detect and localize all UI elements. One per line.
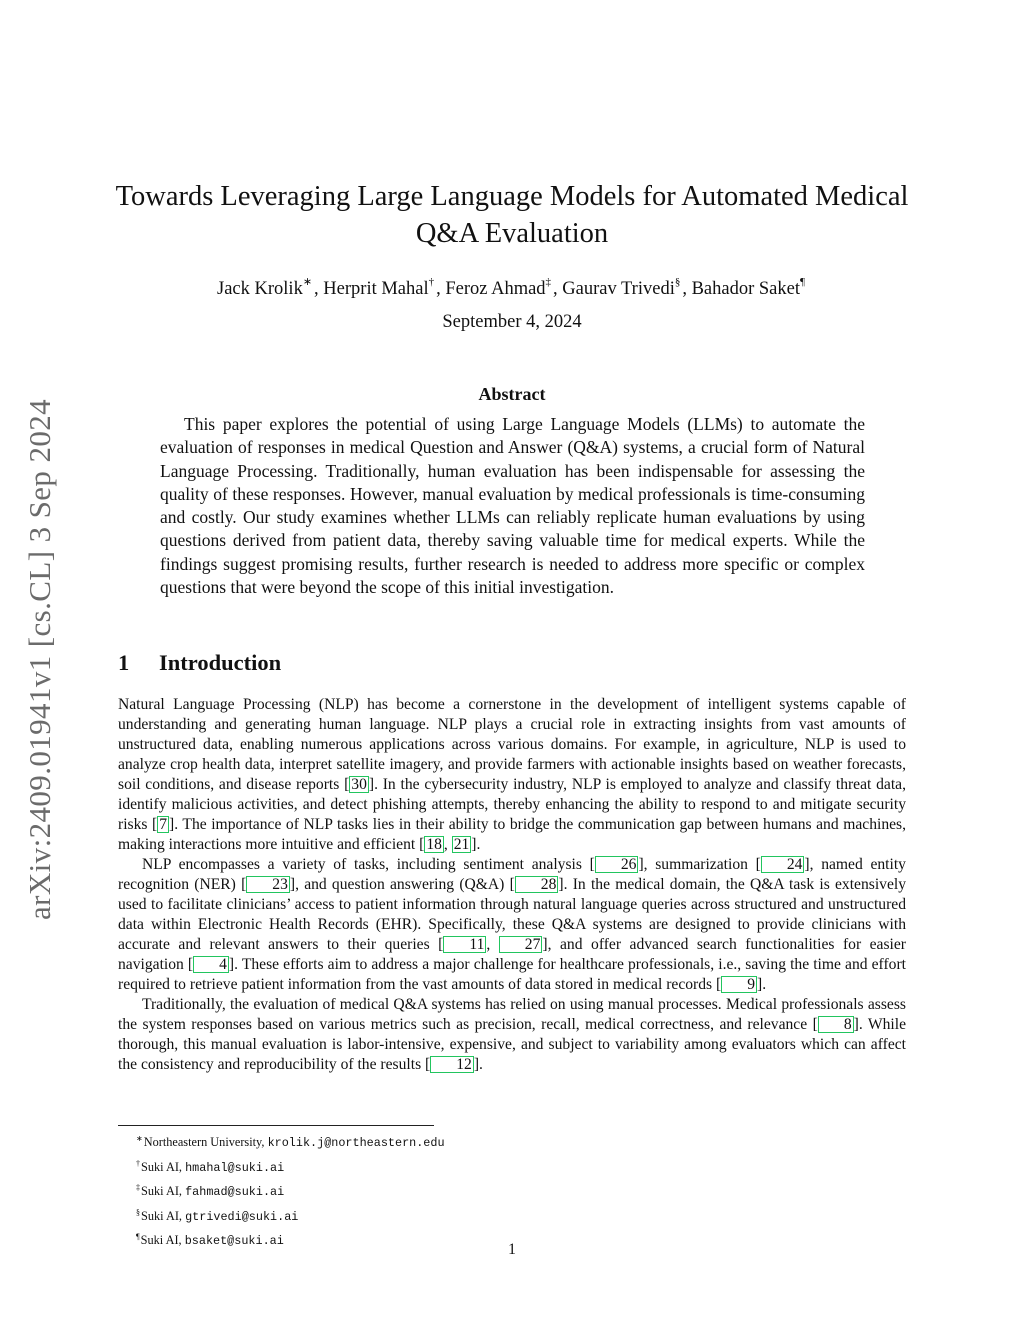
footnote-divider [118,1125,434,1126]
author-affiliation-mark: ‡ [545,276,552,288]
citation-link[interactable]: 26 [595,856,639,873]
citation-link[interactable]: 28 [515,876,559,893]
footnote-mark: ∗ [136,1134,143,1143]
abstract-text: This paper explores the potential of using Large Language Models (LLMs) to automate the evaluation of responses in medical Question and Answer (Q&A) systems, a crucial form of Natural Language Processing. Traditionally, human evaluation has been indispensable for assessing the quality of these responses. However, manual evaluation by medical professionals is time-consuming and costly. Our study examines whether LLMs can reliably replicate human evaluations by using questions derived from patient data, thereby saving valuable time for medical experts. While the findings suggest promising results, further research is needed to address more specific or complex questions that were beyond the scope of this initial investigation. [160,414,865,598]
citation-link[interactable]: 11 [443,936,486,953]
paragraph-text: . The importance of NLP tasks lies in their ability to bridge the communication gap between humans and machines, making interactions more intuitive and efficient [118,816,907,853]
author [691,276,807,300]
author [445,276,553,300]
footnote-email[interactable]: gtrivedi@suki.ai [185,1209,299,1224]
footnote-email[interactable]: bsaket@suki.ai [184,1234,284,1249]
paragraph-text: . [479,1056,483,1073]
paragraph-text: Natural Language Processing (NLP) has become a cornerstone in the development of intelligent systems capable of understanding and generating human language. NLP plays a crucial role in extracting insights from vast amounts of unstructured data, enabling numerous applications across various domains. For example, in agriculture, NLP is used to analyze crop health data, interpret satellite imagery, and provide farmers with actionable insights based on weather forecasts, soil conditions, and disease reports [118,696,906,793]
footnote-mark: † [136,1158,140,1168]
title-line-2: Q&A Evaluation [415,218,609,249]
paragraph-text: , named entity recognition (NER) [118,856,906,893]
publication-date: September 4, 2024 [442,312,582,332]
footnote [136,1129,445,1154]
footnote [136,1178,445,1203]
paragraph-text: NLP encompasses a variety of tasks, including sentiment analysis [142,856,590,873]
author-name: Herprit Mahal [323,279,429,300]
section-heading [118,650,281,676]
author-affiliation-mark: ∗ [302,276,313,288]
author [562,276,682,300]
citation-link[interactable]: 27 [499,936,543,953]
footnote-mark: § [136,1207,140,1217]
section-number: 1 [118,650,130,675]
citation-link[interactable]: 9 [721,976,757,993]
footnote-affiliation: Suki AI, [141,1184,186,1199]
intro-paragraph-1: Natural Language Processing (NLP) has become a cornerstone in the development of intelligent systems capable of understanding and generating human language. NLP plays a crucial role in extracting insights from vast amounts of unstructured data, enabling numerous applications across various domains. For example, in agriculture, NLP is used to analyze crop health data, interpret satellite imagery, and provide farmers with actionable insights based on weather forecasts, soil conditions, and disease reports [ 30 ]. In the cybersecurity industry, NLP is employed to analyze and classify threat data, identify malicious activities, and detect phishing attempts, thereby enhancing the ability to respond to and mitigate security risks [ 7 ]. The importance of NLP tasks lies in their ability to bridge the communication gap between humans and machines, making interactions more intuitive and efficient [ 18 , 21 ]. [118,696,907,853]
author-affiliation-mark: † [428,276,435,288]
section-title: Introduction [159,650,282,675]
paragraph-text: . [476,836,481,853]
footnote-mark: ‡ [136,1183,140,1193]
author-name: Jack Krolik [217,279,303,300]
paragraph-text: . While thorough, this manual evaluation is labor-intensive, expensive, and subject to variability among evaluators which can affect the consistency and reproducibility of the results [118,1016,906,1073]
citation-link[interactable]: 7 [159,816,168,833]
footnote [136,1154,445,1179]
footnote [136,1203,445,1228]
abstract-heading: Abstract [478,384,546,404]
intro-paragraph-2: NLP encompasses a variety of tasks, including sentiment analysis [ 26 ], summarization [ 24 ], named entity recognition (NER) [ 23 ], and question answering (Q&A) [ 28 ]. In the medical domain, the Q&A task is extensively used to facilitate clinicians’ access to patient information through natural language queries across structured and unstructured data within Electronic Health Records (EHR). Specifically, these Q&A systems are designed to provide clinicians with accurate and relevant answers to their queries [ 11 , 27 ], and offer advanced search functionalities for easier navigation [ 4 ]. These efforts aim to address a major challenge for healthcare professionals, i.e., saving the time and effort required to retrieve patient information from the vast amounts of data stored in medical records [ 9 ]. [118,856,907,993]
citation-link[interactable]: 8 [818,1016,854,1033]
title-line-1: Towards Leveraging Large Language Models for Automated Medical [115,181,909,212]
citation-link[interactable]: 4 [193,956,229,973]
footnote-affiliation: Northeastern University, [143,1135,268,1150]
footnote-affiliation: Suki AI, [140,1233,185,1248]
footnote-mark: ¶ [136,1232,140,1242]
paragraph-text: . These efforts aim to address a major challenge for healthcare professionals, i.e., saving the time and effort required to retrieve patient information from the vast amounts of data stored in medical records [118,956,906,993]
introduction-body [118,695,906,1075]
citation-link[interactable]: 24 [761,856,805,873]
citation-link[interactable]: 23 [246,876,290,893]
footnote-email[interactable]: krolik.j@northeastern.edu [267,1136,445,1151]
paper-title [100,178,924,252]
author-affiliation-mark: ¶ [800,276,805,288]
citation-link[interactable]: 30 [351,776,367,793]
citation-link[interactable]: 12 [430,1056,474,1073]
author [217,276,314,300]
footnote-email[interactable]: hmahal@suki.ai [185,1160,285,1175]
paragraph-text: . [762,976,767,993]
arxiv-identifier: arXiv:2409.01941v1 [cs.CL] 3 Sep 2024 [22,398,57,920]
author [323,276,436,300]
paragraph-text: , and question answering (Q&A) [295,876,510,893]
intro-paragraph-3: Traditionally, the evaluation of medical Q&A systems has relied on using manual processes. Medical professionals assess the system responses based on various metrics such as precision, recall, medical correctness, and relevance [ 8 ]. While thorough, this manual evaluation is labor-intensive, expensive, and subject to variability among evaluators which can affect the consistency and reproducibility of the results [ 12 ]. [118,996,906,1073]
author-affiliation-mark: § [674,276,681,288]
citation-link[interactable]: 18 [426,836,442,853]
author-list: Jack Krolik∗ , Herprit Mahal† , Feroz Ahmad‡ , Gaurav Trivedi§ , Bahador Saket¶ [217,276,805,300]
paragraph-text: Traditionally, the evaluation of medical Q&A systems has relied on using manual processes. Medical professionals assess the system responses based on various metrics such as precision, recall, medical correctness, and relevance [118,996,906,1033]
footnotes [136,1129,445,1252]
author-name: Gaurav Trivedi [562,279,675,300]
footnote-affiliation: Suki AI, [141,1159,186,1174]
citation-link[interactable]: 21 [453,836,470,853]
page-number: 1 [508,1241,516,1258]
footnote-affiliation: Suki AI, [141,1208,186,1223]
author-name: Bahador Saket [691,279,800,300]
paragraph-text: , summarization [643,856,756,873]
paragraph-text: . In the cybersecurity industry, NLP is employed to analyze and classify threat data, identify malicious activities, and detect phishing attempts, thereby enhancing the ability to respond to and mitigate security risks [118,776,906,833]
paragraph-text: , and offer advanced search functionalities for easier navigation [118,936,906,973]
author-name: Feroz Ahmad [445,279,546,300]
arxiv-sidebar [22,398,62,960]
paragraph-text: . In the medical domain, the Q&A task is extensively used to facilitate clinicians’ access to patient information through natural language queries across structured and unstructured data within Electronic Health Records (EHR). Specifically, these Q&A systems are designed to provide clinicians with accurate and relevant answers to their queries [118,876,907,953]
footnote-email[interactable]: fahmad@suki.ai [185,1185,285,1200]
